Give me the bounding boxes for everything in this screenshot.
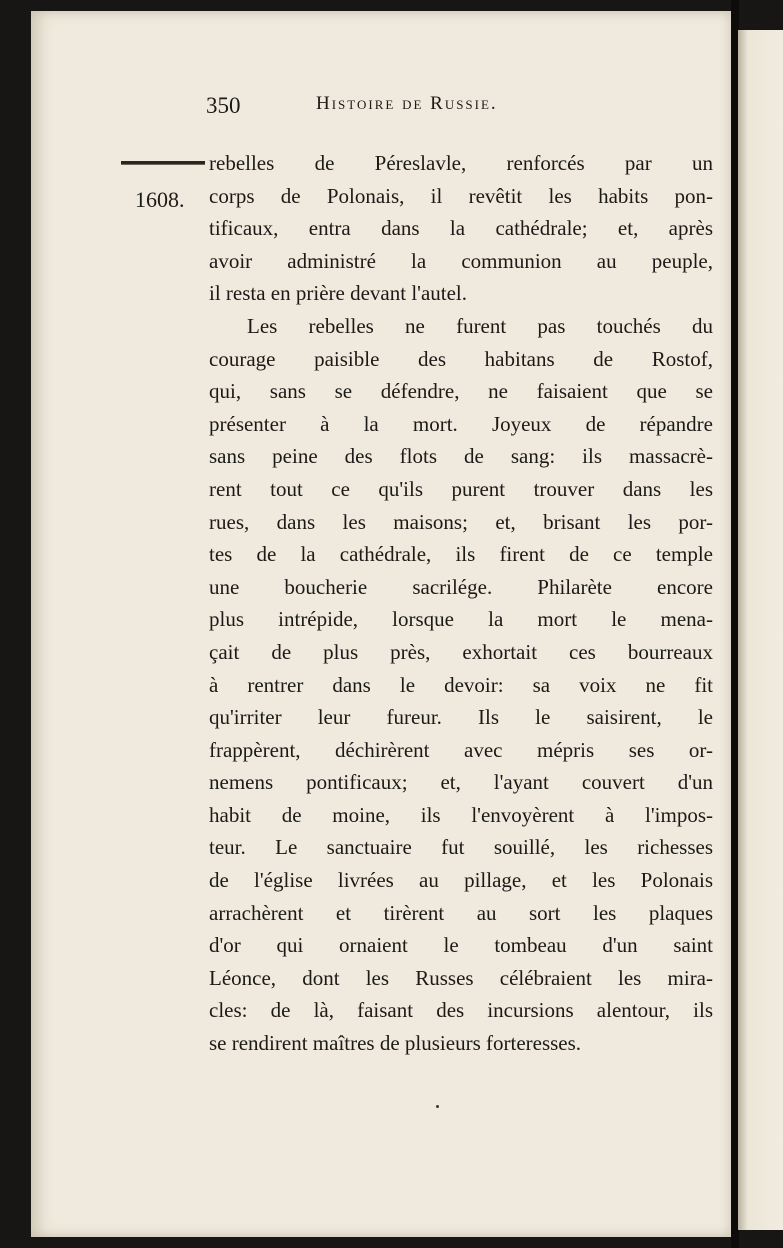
ink-speck (436, 1105, 439, 1108)
text-line: tificaux, entra dans la cathédrale; et, après (209, 216, 713, 241)
text-line: arrachèrent et tirèrent au sort les plaques (209, 900, 713, 925)
text-line: courage paisible des habitans de Rostof, (209, 346, 713, 371)
next-page-edge (738, 30, 783, 1230)
text-line: nemens pontificaux; et, l'ayant couvert d'un (209, 770, 713, 795)
page-header (206, 93, 606, 127)
text-line: qui, sans se défendre, ne faisaient que se (209, 379, 713, 404)
margin-year: 1608. (135, 187, 185, 212)
text-line: frappèrent, déchirèrent avec mépris ses or- (209, 737, 713, 762)
text-line: cles: de là, faisant des incursions alentour, ils (209, 998, 713, 1023)
text-line: il resta en prière devant l'autel. (209, 281, 467, 306)
text-line: rent tout ce qu'ils purent trouver dans les (209, 476, 713, 501)
text-line: rebelles de Péreslavle, renforcés par un (209, 151, 713, 175)
text-line: se rendirent maîtres de plusieurs forteresses. (209, 1031, 582, 1056)
text-line: d'or qui ornaient le tombeau d'un saint (209, 933, 713, 958)
text-line: une boucherie sacrilége. Philarète encore (209, 574, 713, 599)
text-line: sans peine des flots de sang: ils massacrè- (209, 444, 713, 469)
text-line: plus intrépide, lorsque la mort le mena- (209, 607, 713, 632)
text-line: de l'église livrées au pillage, et les Polonais (209, 868, 713, 893)
text-line: présenter à la mort. Joyeux de répandre (209, 411, 713, 436)
page-number: 350 (206, 93, 241, 118)
body-text (209, 147, 713, 1060)
text-line: tes de la cathédrale, ils firent de ce temple (209, 542, 713, 567)
book-page (31, 11, 731, 1237)
margin-rule (121, 161, 205, 165)
text-line: Léonce, dont les Russes célébraient les mira- (209, 965, 713, 990)
text-line: teur. Le sanctuaire fut souillé, les richesses (209, 835, 713, 860)
running-title: Histoire de Russie. (316, 93, 498, 114)
text-line: rues, dans les maisons; et, brisant les por- (209, 509, 713, 534)
text-line: çait de plus près, exhortait ces bourreaux (209, 639, 713, 664)
text-line: à rentrer dans le devoir: sa voix ne fit (209, 672, 713, 697)
text-line: avoir administré la communion au peuple, (209, 248, 713, 273)
text-line: Les rebelles ne furent pas touchés du (247, 313, 713, 338)
text-line: corps de Polonais, il revêtit les habits pon- (209, 183, 713, 208)
text-line: qu'irriter leur fureur. Ils le saisirent, le (209, 705, 713, 730)
text-line: habit de moine, ils l'envoyèrent à l'impos- (209, 802, 713, 827)
